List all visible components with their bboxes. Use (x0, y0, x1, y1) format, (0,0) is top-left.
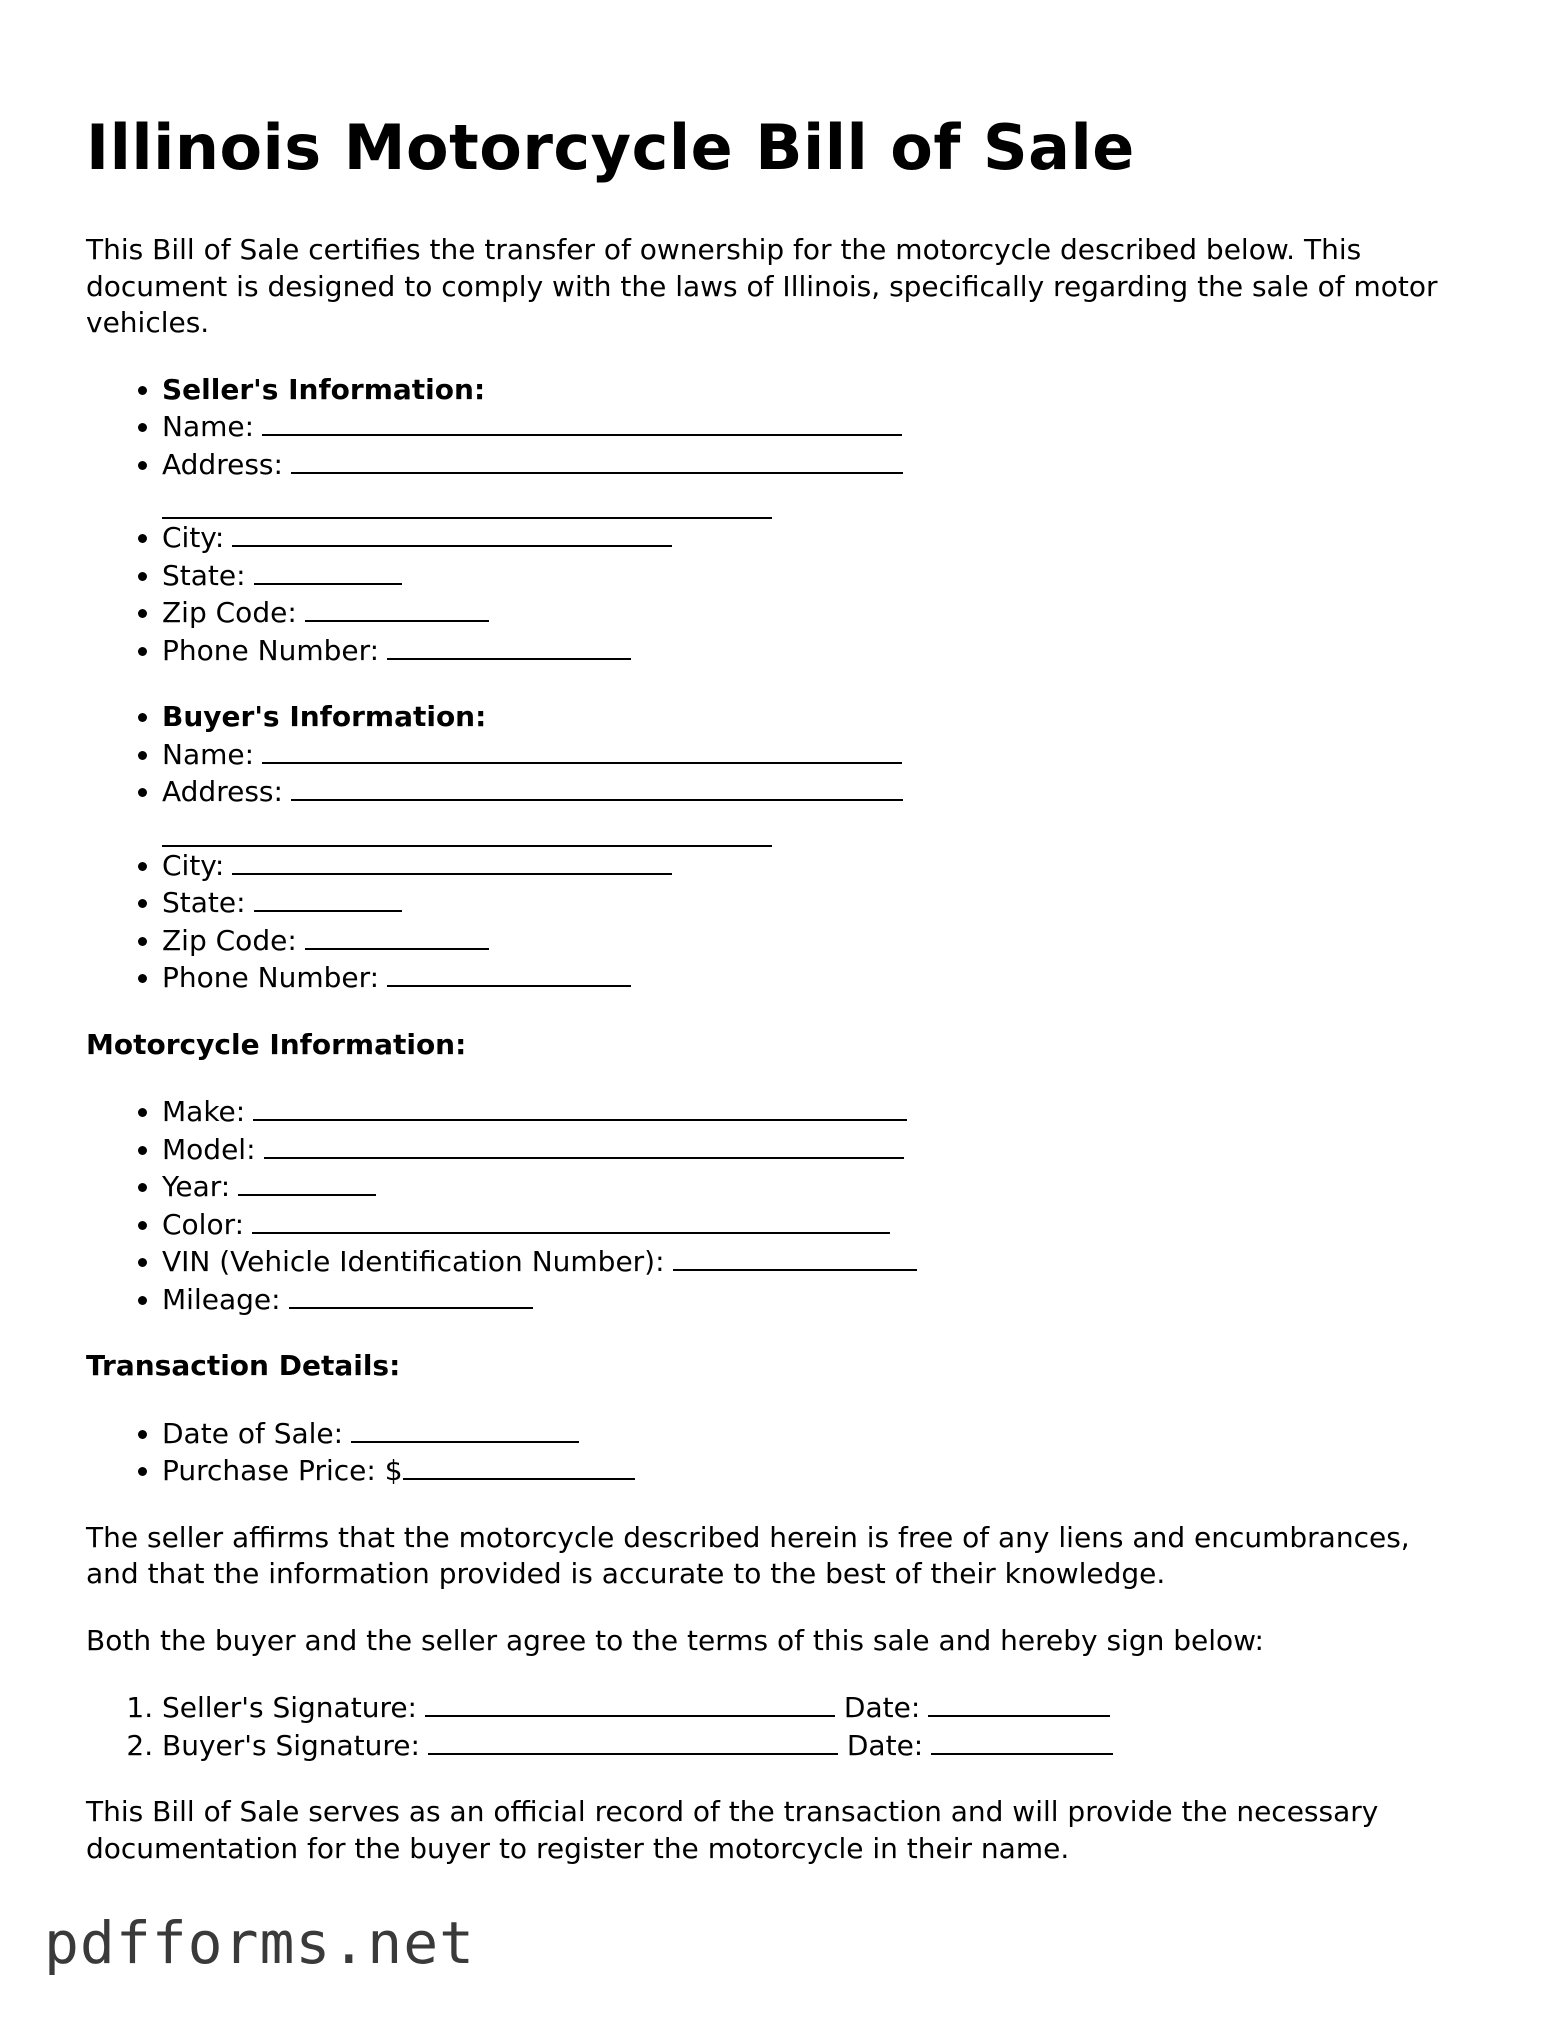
buyer-info-heading (162, 699, 1486, 736)
buyer-date-field[interactable] (931, 1727, 1113, 1755)
vin-item (162, 1243, 1486, 1281)
buyer-signature-field[interactable] (428, 1727, 838, 1755)
seller-date-field[interactable] (928, 1689, 1110, 1717)
make-field[interactable] (253, 1093, 907, 1121)
seller-heading-text: Seller's Information: (162, 372, 486, 406)
make-item (162, 1093, 1486, 1131)
buyer-name-field[interactable] (262, 736, 902, 764)
closing-paragraph: This Bill of Sale serves as an official record of the transaction and will provide the necessary documentation for the buyer to register the motorcycle in their name. (86, 1795, 1379, 1865)
seller-phone-item (162, 632, 1486, 670)
mileage-item (162, 1281, 1486, 1319)
buyer-address-label: Address: (162, 775, 283, 808)
buyer-phone-label: Phone Number: (162, 961, 380, 994)
buyer-info-list (86, 699, 1486, 997)
seller-info-list (86, 372, 1486, 670)
buyer-zip-label: Zip Code: (162, 923, 297, 957)
color-item (162, 1206, 1486, 1244)
buyer-state-label: State: (162, 886, 246, 919)
seller-city-label: City: (162, 521, 225, 554)
seller-info-heading (162, 372, 1486, 409)
purchase-price-item (162, 1452, 1486, 1490)
seller-phone-field[interactable] (387, 632, 631, 660)
motorcycle-info-list (86, 1093, 1486, 1318)
transaction-details-list (86, 1415, 1486, 1490)
buyer-heading-text: Buyer's Information: (162, 700, 487, 733)
seller-zip-item (162, 594, 1486, 632)
buyer-city-field[interactable] (232, 847, 672, 875)
seller-state-item (162, 557, 1486, 595)
mileage-field[interactable] (289, 1281, 533, 1309)
color-field[interactable] (252, 1206, 890, 1234)
seller-signature-label: Seller's Signature: (162, 1691, 417, 1724)
seller-signature-field[interactable] (425, 1689, 835, 1717)
buyer-address-field[interactable] (291, 773, 903, 801)
seller-address-label: Address: (162, 447, 283, 481)
purchase-price-field[interactable] (403, 1452, 635, 1480)
buyer-zip-item (162, 922, 1486, 960)
date-of-sale-item (162, 1415, 1486, 1453)
signature-list (86, 1689, 1486, 1764)
affirmation-paragraph: The seller affirms that the motorcycle described herein is free of any liens and encumbrances, and that the information provided is accurate to the best of their knowledge. (86, 1520, 1410, 1590)
year-item (162, 1168, 1486, 1206)
model-item (162, 1131, 1486, 1169)
buyer-phone-field[interactable] (387, 959, 631, 987)
seller-zip-label: Zip Code: (162, 596, 297, 629)
agreement-paragraph: Both the buyer and the seller agree to the terms of this sale and hereby sign below: (86, 1623, 1264, 1657)
motorcycle-info-heading: Motorcycle Information: (86, 1027, 467, 1061)
make-label: Make: (162, 1095, 246, 1128)
buyer-signature-label: Buyer's Signature: (162, 1728, 420, 1762)
buyer-date-label: Date: (846, 1728, 924, 1762)
buyer-city-item (162, 847, 1486, 885)
buyer-city-label: City: (162, 848, 225, 882)
watermark: pdfforms.net (44, 1909, 476, 1977)
mileage-label: Mileage: (162, 1282, 281, 1316)
model-label: Model: (162, 1132, 256, 1166)
seller-date-label: Date: (843, 1691, 921, 1724)
date-of-sale-field[interactable] (351, 1415, 579, 1443)
intro-paragraph: This Bill of Sale certifies the transfer of ownership for the motorcycle described below. This document is designed to comply with the laws of Illinois, specifically regarding the sale of motor vehicles. (86, 233, 1438, 339)
buyer-signature-item (162, 1727, 1486, 1765)
buyer-address-item (162, 773, 1486, 847)
document-page (86, 108, 1486, 1897)
seller-name-item (162, 408, 1486, 446)
buyer-state-item (162, 884, 1486, 922)
seller-zip-field[interactable] (305, 594, 489, 622)
seller-city-field[interactable] (232, 519, 672, 547)
buyer-address-field-line2[interactable] (162, 811, 772, 847)
year-field[interactable] (238, 1168, 376, 1196)
seller-phone-label: Phone Number: (162, 633, 380, 667)
seller-signature-item (162, 1689, 1486, 1727)
vin-label: VIN (Vehicle Identification Number): (162, 1245, 665, 1278)
seller-name-label: Name: (162, 410, 255, 443)
seller-city-item (162, 519, 1486, 557)
seller-name-field[interactable] (262, 408, 902, 436)
seller-address-field-line2[interactable] (162, 483, 772, 519)
document-title: Illinois Motorcycle Bill of Sale (86, 111, 1135, 184)
year-label: Year: (162, 1170, 231, 1203)
buyer-zip-field[interactable] (305, 922, 489, 950)
model-field[interactable] (264, 1131, 904, 1159)
color-label: Color: (162, 1207, 245, 1241)
seller-state-field[interactable] (254, 557, 402, 585)
buyer-name-item (162, 736, 1486, 774)
buyer-phone-item (162, 959, 1486, 997)
seller-address-item (162, 446, 1486, 520)
date-of-sale-label: Date of Sale: (162, 1416, 344, 1450)
seller-address-field[interactable] (291, 446, 903, 474)
buyer-name-label: Name: (162, 737, 255, 771)
seller-state-label: State: (162, 558, 246, 592)
buyer-state-field[interactable] (254, 884, 402, 912)
vin-field[interactable] (673, 1243, 917, 1271)
transaction-details-heading: Transaction Details: (86, 1349, 401, 1382)
purchase-price-label: Purchase Price: $ (162, 1454, 403, 1487)
